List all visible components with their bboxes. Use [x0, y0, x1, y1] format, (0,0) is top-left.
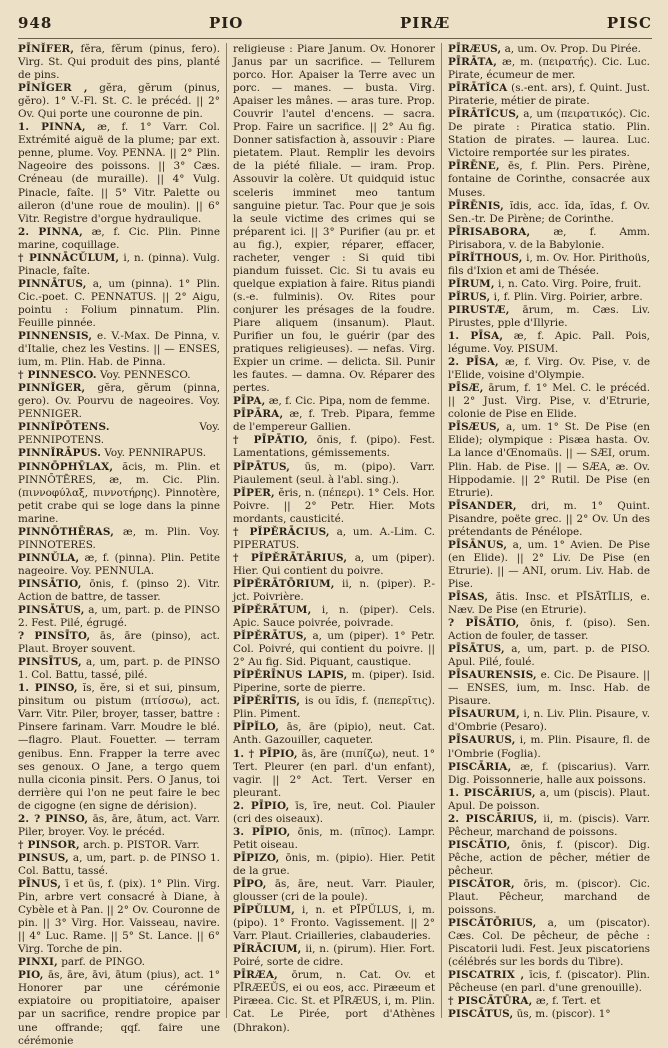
dictionary-entry	[18, 956, 220, 969]
entry-text: ūs, m. (pipo). Varr. Piaulement (seul. à l'abl. sing.).	[233, 460, 435, 486]
entry-text: e. V.-Max. De Pinna, v. d'Italie, chez les Vestins. || — ENSES, ium, m. Plin. Hab. de Pinna.	[18, 330, 220, 369]
dictionary-entry	[233, 695, 435, 721]
entry-text: ās, āre (pinso), act. Plaut. Broyer souvent.	[18, 630, 220, 656]
dictionary-entry	[18, 878, 220, 956]
entry-headword: PISCĀTŌRIUS,	[448, 917, 537, 930]
entry-headword: † PINNESCO.	[18, 369, 97, 382]
entry-headword: PĪSAURUM,	[448, 708, 520, 721]
entry-text: ōrum, n. Cat. Ov. et PĪRÆEŬS, ei ou eos, acc. Piræeum et Piræea. Cic. St. et PĪRÆUS, i, m. Plin. Cat. Le Pirée, port d'Athènes (Dhrakon).	[233, 969, 435, 1034]
dictionary-entry	[233, 721, 435, 747]
dictionary-entry	[233, 852, 435, 878]
entry-headword: PĪRĒNE,	[448, 160, 500, 173]
entry-text: īcis, f. (piscator). Plin. Pêcheuse (en parl. d'une grenouille).	[448, 969, 650, 995]
entry-headword: PINSĪTUS,	[18, 656, 82, 669]
dictionary-entry	[18, 630, 220, 656]
column-middle	[226, 43, 441, 1034]
entry-headword: PINSĀTUS,	[18, 604, 85, 617]
entry-text: a, um. A.-Lim. C. PIPERATUS.	[233, 525, 435, 551]
dictionary-entry	[233, 800, 435, 826]
entry-headword: 1. PĪSA,	[448, 330, 504, 343]
entry-text: æ, f. Tert. et	[535, 995, 601, 1008]
entry-text: ĭs, ĕre, si et sui, pinsum, pinsitum ou pistum (πτίσσω), act. Varr. Vitr. Piler, broyer, tasser, battre : Pinsere farinam. Varr. Moudre le blé. —flagro. Plaut. Fouetter. — terram genibus. Enn. Frapper la terre avec ses genoux. O Jane, a tergo quem nulla ciconia pinsit. Pers. O Janus, toi derrière qui l'on ne peut faire le bec de cigogne (en signe de dérision).	[18, 682, 220, 812]
entry-text: ās, āre (pipio), neut. Cat. Anth. Gazouiller, caqueter.	[233, 721, 435, 747]
dictionary-entry	[448, 1008, 650, 1021]
entry-headword: PĪNĬGER ,	[18, 82, 88, 95]
entry-text: ōnis, m. (πῖπος). Lampr. Petit oiseau.	[233, 825, 435, 851]
entry-headword: PĪRĀTĬCUS,	[448, 108, 520, 121]
dictionary-entry	[18, 578, 220, 604]
entry-text: a, um. 1° Avien. De Pise (en Elide). || 2° Liv. De Pise (en Etrurie). || — ANI, orum. Liv. Hab. de Pise.	[448, 538, 650, 590]
dictionary-entry	[448, 108, 650, 160]
dictionary-entry	[233, 408, 435, 434]
entry-text: i, n. Liv. Plin. Pisaure, v. d'Ombrie (Pesaro).	[448, 708, 650, 734]
entry-headword: PISCATRIX ,	[448, 969, 525, 982]
entry-headword: PĪNUS,	[18, 878, 62, 890]
dictionary-entry	[448, 56, 650, 82]
dictionary-entry	[448, 200, 650, 226]
dictionary-entry	[233, 43, 435, 395]
entry-headword: PINNĬPŌTENS.	[18, 421, 110, 434]
dictionary-entry	[448, 787, 650, 813]
entry-headword: PĬPĔRĪTIS,	[233, 695, 301, 708]
dictionary-entry	[18, 252, 220, 278]
entry-headword: PĪRÆA,	[233, 969, 278, 982]
entry-text: i, m. Ov. Hor. Pirithoüs, fils d'Ixion et ami de Thésée.	[448, 251, 650, 277]
entry-text: fĕra, fĕrum (pinus, fero). Virg. St. Qui produit des pins, planté de pins.	[18, 43, 220, 82]
dictionary-entry	[18, 969, 220, 1047]
entry-headword: PINNĬGER,	[18, 382, 86, 395]
entry-text: a, um, part. p. de PINSO 1. Col. Battu, tassé, pilé.	[18, 656, 220, 682]
dictionary-entry	[448, 813, 650, 839]
dictionary-entry	[448, 917, 650, 969]
entry-headword: PĪRISABORA,	[448, 225, 531, 238]
entry-text: m. (piper). Isid. Piperine, sorte de pierre.	[233, 669, 435, 695]
dictionary-entry	[448, 160, 650, 199]
entry-text: parf. de PINGO.	[61, 956, 145, 969]
entry-headword: PĪRĒNIS,	[448, 199, 504, 212]
dictionary-entry	[233, 826, 435, 852]
dictionary-entry	[18, 447, 220, 460]
entry-headword: PĪSĀNUS,	[448, 538, 508, 551]
entry-text: i, n. Cato. Virg. Poire, fruit.	[498, 277, 642, 290]
entry-headword: PĪRĀTA,	[448, 56, 498, 69]
dictionary-entry	[233, 487, 435, 526]
dictionary-entry	[448, 878, 650, 917]
entry-text: a, um (πειρατικός). Cic. De pirate : Piratica statio. Plin. Station de pirates. — laurea. Luc. Victoire remportée sur les pirates.	[448, 108, 650, 160]
entry-text: a, um (piscator). Cæs. Col. De pêcheur, de pêche : Piscatorii ludi. Fest. Jeux piscatoriens (célébrés sur les bords du Tibre).	[448, 917, 651, 969]
entry-headword: † PINSOR,	[18, 838, 80, 851]
entry-headword: PĪPA,	[233, 395, 266, 408]
entry-text: ōnis, f. (pinso 2). Vitr. Action de battre, de tasser.	[18, 577, 220, 603]
entry-headword: PĪSĀTUS,	[448, 643, 505, 656]
entry-text: æ, f. Treb. Pipara, femme de l'empereur Gallien.	[233, 408, 435, 434]
entry-headword: PĬPĔRĀTUS,	[233, 630, 308, 643]
entry-headword: PĪSANDER,	[448, 499, 517, 512]
entry-text: æ, f. Amm. Pirisabora, v. de la Babylonie.	[448, 225, 650, 251]
entry-text: is ou ĭdis, f. (πεπερῖτις). Plin. Piment.	[233, 695, 435, 721]
entry-text: Voy. PENNESCO.	[100, 369, 191, 382]
entry-headword: PINSĀTIO,	[18, 577, 82, 590]
dictionary-entry	[448, 995, 650, 1008]
entry-text: a, um. 1° St. De Pise (en Elide); olympique : Pisæa hasta. Ov. La lance d'Œnomaüs. || — SÆI, orum. Plin. Hab. de Pise. || — SÆA, æ. Ov. Hippodamie. || 2° Rutil. De Pise (en Etrurie).	[448, 421, 650, 499]
entry-headword: † PĪPĀTIO,	[233, 434, 308, 447]
entry-headword: † PĬPĔRĀCIUS,	[233, 525, 330, 538]
entry-text: ārum, m. Cæs. Liv. Pirustes, pple d'Illyrie.	[448, 303, 650, 329]
entry-text: religieuse : Piare Janum. Ov. Honorer Janus par un sacrifice. — Tellurem porco. Hor. Apaiser la Terre avec un porc. — manes. — busta. Virg. Apaiser les mânes. — aras ture. Prop. Couvrir l'autel d'encens. — sacra. Prop. Faire un sacrifice. || 2° Au fig. Donner satisfaction à, assouvir : Piare pietatem. Plaut. Remplir les devoirs de la piété filiale. — iram. Prop. Assouvir la colère. Ut quidquid istuc sceleris imminet meo tantum sanguine pietur. Tac. Pour que je sois la seule victime des crimes qui se préparent ici. || 3° Purifier (au pr. et au fig.), expier, réparer, effacer, racheter, venger : Si quid tibi piandum fuisset. Cic. Si tu avais eu quelque expiation à faire. Ritus piandi (s.-e. fulminis). Ov. Rites pour conjurer les présages de la foudre. Piare aliquem (insanum). Plaut. Purifier un fou, le guérir (par des pratiques religieuses). — nefas. Virg. Expier un crime. — delicta. Sil. Punir les fautes. — damna. Ov. Réparer des pertes.	[233, 43, 435, 395]
entry-text: æ, m. (πειρατής). Cic. Luc. Pirate, écumeur de mer.	[448, 56, 650, 82]
entry-text: i, f. Plin. Virg. Poirier, arbre.	[493, 290, 643, 303]
entry-text: æ, f. Cic. Plin. Pinne marine, coquillage.	[18, 225, 220, 251]
entry-text: gĕra, gĕrum (pinus, gĕro). 1° V.-Fl. St. C. le précéd. || 2° Ov. Qui porte une couronne de pin.	[18, 82, 220, 121]
entry-headword: PĪSÆ,	[448, 382, 484, 395]
entry-headword: PĪNĬFER,	[18, 43, 75, 55]
header-right-word: PISC	[606, 14, 652, 32]
entry-text: æ, f. (piscarius). Varr. Dig. Poissonnerie, halle aux poissons.	[448, 760, 650, 786]
dictionary-entry	[448, 421, 650, 499]
entry-text: Voy. PENNIPOTENS.	[18, 421, 220, 447]
entry-text: æ, f. Apic. Pall. Pois, légume. Voy. PISUM.	[448, 330, 650, 356]
entry-text: i, m. Plin. Pisaure, fl. de l'Ombrie (Foglia).	[448, 734, 650, 760]
dictionary-entry	[448, 356, 650, 382]
dictionary-entry	[233, 578, 435, 604]
entry-headword: PIO,	[18, 969, 44, 982]
dictionary-entry	[18, 82, 220, 121]
entry-text: ii, n. (pirum). Hier. Fort. Poiré, sorte de cidre.	[233, 943, 435, 969]
entry-headword: PĬRUS,	[448, 290, 491, 303]
entry-headword: PĪSAS,	[448, 590, 489, 603]
dictionary-entry	[18, 43, 220, 82]
dictionary-entry	[18, 656, 220, 682]
entry-text: ii, n. (piper). P.-jct. Poivrière.	[233, 577, 435, 603]
entry-text: e. Cic. De Pisaure. || — ENSES, ium, m. Insc. Hab. de Pisaure.	[448, 669, 650, 708]
entry-text: ās, āre, neut. Varr. Piauler, glousser (cri de la poule).	[233, 878, 435, 904]
dictionary-entry	[18, 121, 220, 225]
entry-headword: 1. PINNA,	[18, 121, 86, 134]
entry-text: æ, f. Cic. Pipa, nom de femme.	[268, 395, 431, 408]
dictionary-entry	[233, 630, 435, 669]
entry-headword: PĬPĔRĀTUM,	[233, 604, 312, 617]
entry-text: æ, m. Plin. Voy. PINNOTERES.	[18, 525, 220, 551]
entry-headword: PINNŬLA,	[18, 551, 80, 564]
entry-text: ūs, m. (piscor). 1°	[516, 1008, 611, 1021]
dictionary-entry	[233, 434, 435, 460]
entry-text: ōnis, f. (pipo). Fest. Lamentations, gémissements.	[233, 434, 435, 460]
entry-headword: PĪPŬLUM,	[233, 904, 296, 917]
dictionary-entry	[448, 591, 650, 617]
dictionary-entry	[18, 682, 220, 812]
entry-text: ătis. Insc. et PĪSĀTĪLIS, e. Næv. De Pise (en Etrurie).	[448, 590, 650, 617]
dictionary-entry	[18, 421, 220, 447]
entry-headword: PISCĀRIA,	[448, 760, 512, 773]
entry-text: īs, īre, neut. Col. Piauler (cri des oiseaux).	[233, 799, 436, 825]
dictionary-entry	[448, 278, 650, 291]
entry-headword: PĬPER,	[233, 486, 275, 499]
dictionary-entry	[233, 969, 435, 1034]
entry-headword: ? PĪSĀTIO,	[448, 617, 520, 630]
dictionary-entry	[18, 382, 220, 421]
dictionary-entry	[448, 226, 650, 252]
entry-text: arch. p. PISTOR. Varr.	[83, 838, 200, 851]
entry-text: æ, f. 1° Varr. Col. Extrémité aiguë de la plume; par ext. penne, plume. Voy. PENNA. || 2° Plin. Nageoire des poissons. || 3° Cæs. Créneau (de muraille). || 4° Vulg. Pinacle, faîte. || 5° Vitr. Palette ou aileron (d'une roue de moulin). || 6° Vitr. Registre d'orgue hydraulique.	[18, 121, 220, 225]
dictionary-entry	[233, 395, 435, 408]
dictionary-entry	[18, 552, 220, 578]
dictionary-entry	[448, 43, 650, 56]
entry-text: ās, āre, ātum, act. Varr. Piler, broyer. Voy. le précéd.	[18, 812, 220, 838]
dictionary-entry	[448, 539, 650, 591]
dictionary-entry	[233, 461, 435, 487]
entry-headword: PINSUS,	[18, 851, 69, 864]
entry-headword: 2. ? PINSO,	[18, 812, 89, 825]
dictionary-entry	[448, 708, 650, 734]
entry-headword: 2. PĪPIO,	[233, 799, 290, 812]
entry-text: ĕris, n. (πέπερι). 1° Cels. Hor. Poivre. || 2° Petr. Hier. Mots mordants, causticité.	[233, 486, 435, 525]
dictionary-entry	[233, 604, 435, 630]
entry-text: ās, āre, āvi, ātum (pius), act. 1° Honorer par une cérémonie expiatoire ou propitiatoire, apaiser par un sacrifice, rendre propice par une offrande; qqf. faire une cérémonie	[18, 969, 220, 1047]
entry-headword: PINNĬRĀPUS.	[18, 447, 102, 460]
entry-headword: PĪPIZO,	[233, 851, 280, 864]
dictionary-entry	[18, 278, 220, 330]
dictionary-entry	[18, 226, 220, 252]
entry-headword: PINNŌTHĒRAS,	[18, 525, 115, 538]
entry-text: a, um, part. p. de PINSO 1. Col. Battu, tassé.	[18, 851, 220, 877]
dictionary-entry	[233, 526, 435, 552]
entry-headword: PĬRUM,	[448, 277, 495, 290]
entry-text: a, um (piper). Hier. Qui contient du poivre.	[233, 551, 435, 577]
dictionary-entry	[18, 813, 220, 839]
entry-headword: PISCĀTOR,	[448, 878, 515, 890]
entry-text: ii, m. (piscis). Varr. Pêcheur, marchand de poissons.	[448, 812, 650, 838]
dictionary-entry	[448, 382, 650, 421]
entry-headword: PINNŌPHȲLAX,	[18, 460, 114, 473]
entry-headword: 1. PINSO,	[18, 682, 78, 695]
entry-headword: 2. PĪSA,	[448, 356, 499, 369]
dictionary-entry	[448, 969, 650, 995]
page-header	[18, 14, 652, 39]
entry-text: a, um (pinna). 1° Plin. Cic.-poet. C. PENNATUS. || 2° Aigu, pointu : Folium pinnatum. Plin. Feuille pinnée.	[18, 277, 220, 329]
dictionary-entry	[18, 839, 220, 852]
entry-headword: PĪPO,	[233, 878, 267, 890]
entry-text: gĕra, gĕrum (pinna, gero). Ov. Pourvu de nageoires. Voy. PENNIGER.	[18, 382, 220, 421]
dictionary-entry	[448, 304, 650, 330]
dictionary-entry	[448, 500, 650, 539]
entry-text: æ, f. Virg. Ov. Pise, v. de l'Elide, voisine d'Olympie.	[448, 356, 650, 382]
entry-text: a, um (piscis). Plaut. Apul. De poisson.	[448, 786, 651, 812]
entry-headword: 3. PĪPIO,	[233, 825, 291, 838]
entry-text: i, n. et PĪPŬLUS, i, m. (pipo). 1° Fronto. Vagissement. || 2° Varr. Plaut. Criailleries, clabauderies.	[233, 904, 435, 943]
entry-headword: PINNĀTUS,	[18, 277, 87, 290]
dictionary-entry	[233, 904, 435, 943]
text-columns	[12, 43, 656, 1047]
entry-text: ōnis, m. (pipio). Hier. Petit de la grue.	[233, 851, 435, 877]
entry-headword: † PĬPĔRĀTĀRIUS,	[233, 551, 348, 564]
dictionary-entry	[18, 330, 220, 369]
dictionary-entry	[448, 761, 650, 787]
dictionary-entry	[448, 734, 650, 760]
dictionary-entry	[448, 617, 650, 643]
entry-headword: PĪSAURENSIS,	[448, 669, 537, 682]
dictionary-entry	[448, 82, 650, 108]
dictionary-entry	[448, 252, 650, 278]
dictionary-entry	[18, 526, 220, 552]
entry-headword: PIRUSTÆ,	[448, 303, 510, 316]
entry-headword: PĪPĬLO,	[233, 721, 280, 734]
page-number: 948	[18, 14, 53, 32]
entry-headword: PĬPĔRĀTŌRIUM,	[233, 577, 335, 590]
column-right	[441, 43, 656, 1021]
entry-headword: PĪRĀTĬCA	[448, 82, 508, 95]
dictionary-entry	[18, 604, 220, 630]
dictionary-entry	[233, 943, 435, 969]
entry-text: dri, m. 1° Quint. Pisandre, poëte grec. || 2° Ov. Un des prétendants de Pénélope.	[448, 499, 650, 538]
dictionary-entry	[448, 330, 650, 356]
entry-text: ōris, m. (piscor). Cic. Plaut. Pêcheur, marchand de poissons.	[448, 878, 650, 917]
entry-headword: PĪRĬTHOUS,	[448, 251, 523, 264]
dictionary-entry	[233, 878, 435, 904]
entry-text: ōnis, f. (piscor). Dig. Pêche, action de pêcher, métier de pêcheur.	[448, 838, 650, 877]
dictionary-entry	[448, 669, 650, 708]
entry-text: æ, f. (pinna). Plin. Petite nageoire. Voy. PENNULA.	[18, 551, 220, 577]
entry-headword: PĬPĔRĪNUS LAPIS,	[233, 669, 348, 682]
dictionary-entry	[233, 748, 435, 800]
dictionary-entry	[448, 291, 650, 304]
dictionary-entry	[18, 369, 220, 382]
entry-headword: PINXI,	[18, 956, 58, 969]
entry-text: ī et ūs, f. (pix). 1° Plin. Virg. Pin, arbre vert consacré à Diane, à Cybèle et à Pan. || 2° Ov. Couronne de pin. || 3° Virg. Hor. Vaisseau, navire. || 4° Luc. Rame. || 5° St. Lance. || 6° Virg. Torche de pin.	[18, 878, 220, 956]
header-center-word: PIRÆ	[399, 14, 451, 32]
dictionary-entry	[448, 643, 650, 669]
entry-headword: 2. PISCĀRIUS,	[448, 812, 538, 825]
entry-text: i, n. (piper). Cels. Apic. Sauce poivrée, poivrade.	[233, 604, 435, 630]
entry-headword: 1. † PĪPIO,	[233, 747, 298, 760]
entry-headword: 1. PISCĀRIUS,	[448, 786, 536, 799]
entry-text: ās, āre (πιπίζω), neut. 1° Tert. Pleurer (en parl. d'un enfant), vagir. || 2° Act. Tert. Verser en pleurant.	[233, 747, 435, 799]
entry-text: a, um, part. p. de PISO. Apul. Pilé, foulé.	[448, 643, 650, 669]
entry-headword: 2. PINNA,	[18, 225, 83, 238]
dictionary-entry	[448, 839, 650, 878]
entry-headword: PĪPĀTUS,	[233, 460, 291, 473]
entry-text: ārum, f. 1° Mel. C. le précéd. || 2° Just. Virg. Pise, v. d'Etrurie, colonie de Pise en Elide.	[448, 382, 650, 421]
dictionary-entry	[18, 461, 220, 526]
entry-headword: PĬRĀCIUM,	[233, 943, 302, 956]
column-left	[12, 43, 226, 1047]
entry-text: Voy. PENNIRAPUS.	[104, 447, 207, 460]
entry-headword: PĪPĀRA,	[233, 408, 284, 421]
entry-headword: † PISCĀTŪRA,	[448, 995, 533, 1008]
entry-headword: PISCĀTUS,	[448, 1008, 514, 1021]
entry-headword: PINNENSIS,	[18, 330, 93, 343]
entry-headword: PĪSAURUS,	[448, 734, 516, 747]
entry-headword: PĪRÆUS,	[448, 43, 502, 55]
entry-headword: PĪSÆUS,	[448, 421, 501, 434]
entry-text: i, n. (pinna). Vulg. Pinacle, faîte.	[18, 251, 220, 277]
dictionary-entry	[18, 852, 220, 878]
entry-text: ĭdis, acc. ĭda, ĭdas, f. Ov. Sen.-tr. De Pirène; de Corinthe.	[448, 199, 650, 225]
dictionary-entry	[233, 669, 435, 695]
entry-headword: PISCĀTIO,	[448, 838, 511, 851]
entry-text: ōnis, f. (piso). Sen. Action de fouler, de tasser.	[448, 617, 651, 643]
entry-headword: † PINNĀCŬLUM,	[18, 251, 120, 264]
dictionary-entry	[233, 552, 435, 578]
header-left-word: PIO	[208, 14, 244, 32]
entry-text: ēs, f. Plin. Pers. Pirène, fontaine de Corinthe, consacrée aux Muses.	[448, 160, 650, 199]
entry-text: (s.-ent. ars), f. Quint. Just. Piraterie, métier de pirate.	[448, 82, 650, 108]
entry-text: ăcis, m. Plin. et PINNŌTĒRES, æ, m. Cic. Plin. (πιννοφύλαξ, πιννοτήρης). Pinnotère, petit crabe qui se loge dans la pinne marine.	[18, 460, 220, 525]
entry-text: a, um. Ov. Prop. Du Pirée.	[504, 43, 641, 55]
entry-text: a, um, part. p. de PINSO 2. Fest. Pilé, égrugé.	[18, 604, 220, 630]
entry-headword: ? PINSĪTO,	[18, 630, 91, 643]
entry-text: a, um (piper). 1° Petr. Col. Poivré, qui contient du poivre. || 2° Au fig. Sid. Piquant, caustique.	[233, 630, 435, 669]
